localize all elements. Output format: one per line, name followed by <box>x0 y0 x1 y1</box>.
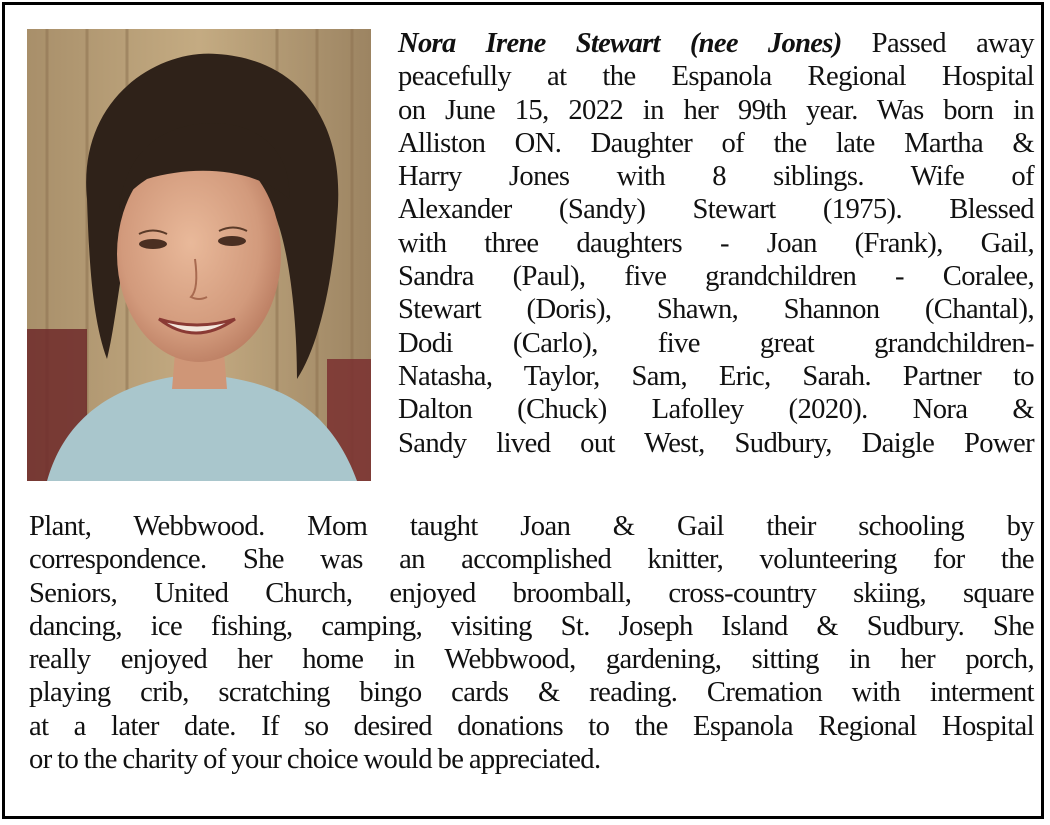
text-line: correspondence. She was an accomplished knitter, volunteering for the <box>29 544 1034 576</box>
text-line: with three daughters - Joan (Frank), Gail, <box>398 227 1034 259</box>
text-line: on June 15, 2022 in her 99th year. Was born in <box>398 94 1034 126</box>
text-line: Seniors, United Church, enjoyed broomball, cross-country skiing, square <box>29 577 1034 609</box>
text-line: Harry Jones with 8 siblings. Wife of <box>398 161 1034 193</box>
obituary-text-lower <box>29 510 1034 776</box>
text-line: Dodi (Carlo), five great grandchildren- <box>398 327 1034 359</box>
text-line: or to the charity of your choice would be appreciated. <box>29 744 601 776</box>
text-line: dancing, ice fishing, camping, visiting St. Joseph Island & Sudbury. She <box>29 610 1034 642</box>
text-line: really enjoyed her home in Webbwood, gardening, sitting in her porch, <box>29 644 1034 676</box>
text-line: Alliston ON. Daughter of the late Martha & <box>398 127 1034 159</box>
obituary-text-upper <box>398 27 1034 460</box>
text-line: Alexander (Sandy) Stewart (1975). Blessed <box>398 194 1034 226</box>
text-line: Nora Irene Stewart (nee Jones) Passed away <box>398 28 1034 59</box>
portrait-icon <box>27 29 371 481</box>
text-line: Plant, Webbwood. Mom taught Joan & Gail their schooling by <box>29 511 1034 542</box>
obituary-frame <box>2 2 1044 819</box>
text-line: at a later date. If so desired donations to the Espanola Regional Hospital <box>29 710 1034 742</box>
text-line: peacefully at the Espanola Regional Hospital <box>398 61 1034 93</box>
deceased-name: Nora Irene Stewart (nee Jones) <box>398 28 842 59</box>
portrait-photo <box>27 29 371 481</box>
text-line: Dalton (Chuck) Lafolley (2020). Nora & <box>398 394 1034 426</box>
text-line: Sandy lived out West, Sudbury, Daigle Power <box>398 427 1034 459</box>
text-line: Natasha, Taylor, Sam, Eric, Sarah. Partner to <box>398 360 1034 392</box>
text-line: Stewart (Doris), Shawn, Shannon (Chantal), <box>398 294 1034 326</box>
text-line: playing crib, scratching bingo cards & reading. Cremation with interment <box>29 677 1034 709</box>
text-line: Sandra (Paul), five grandchildren - Coralee, <box>398 261 1034 293</box>
